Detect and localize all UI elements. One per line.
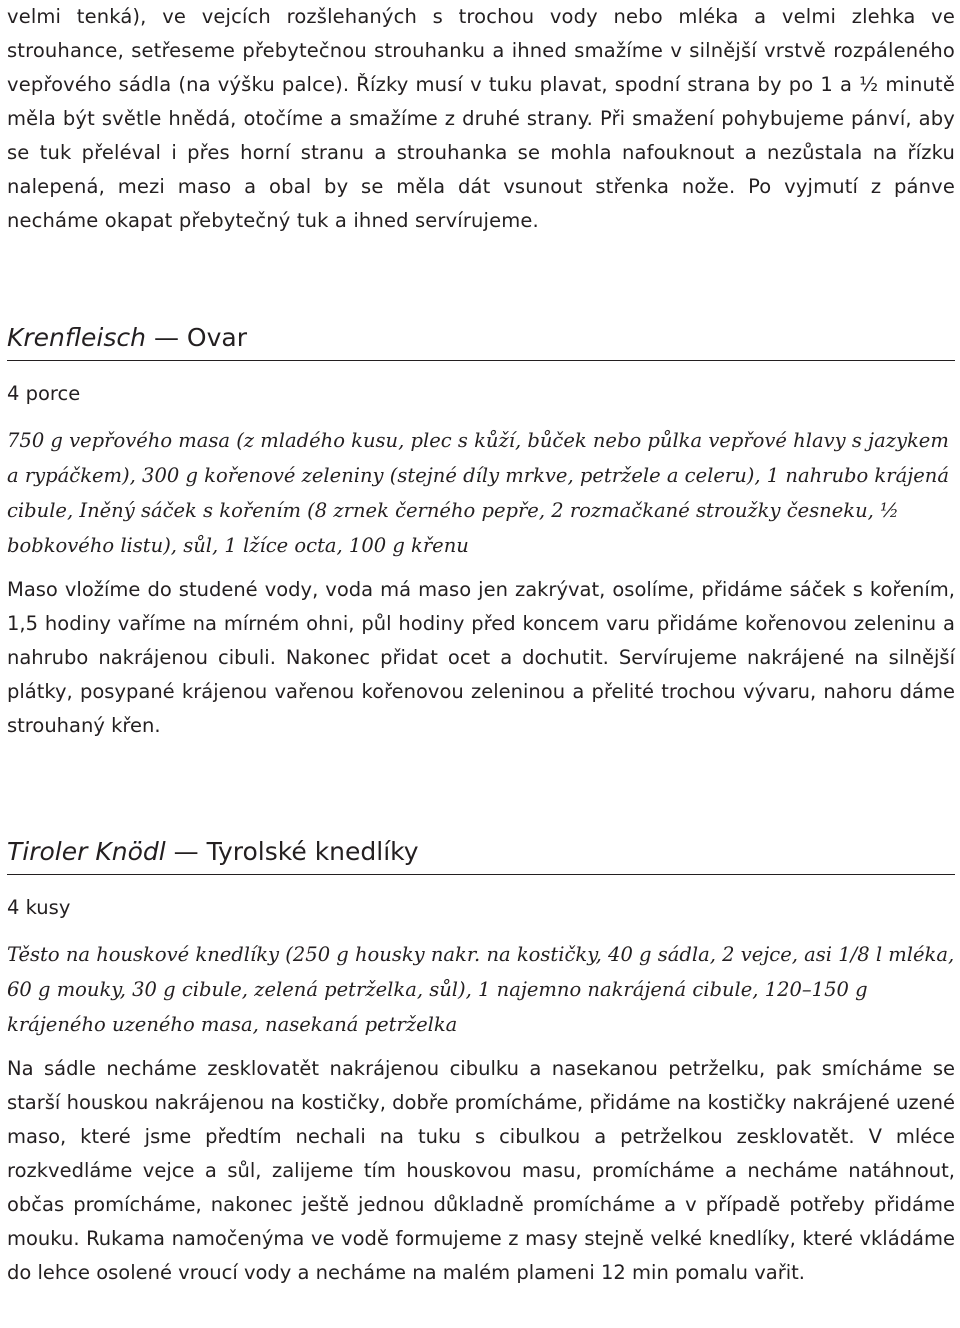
- recipe-title-czech: Ovar: [186, 323, 247, 352]
- recipe-tiroler-knodl: [7, 836, 955, 1290]
- recipe-portions: 4 kusy: [7, 896, 71, 919]
- title-dash: —: [146, 323, 187, 352]
- recipe-portions: 4 porce: [7, 382, 81, 405]
- recipe-title: [7, 836, 955, 875]
- recipe-title: [7, 322, 955, 361]
- recipe-ingredients: Těsto na houskové knedlíky (250 g housky nakr. na kostičky, 40 g sádla, 2 vejce, asi 1/8 l mléka, 60 g mouky, 30 g cibule, zelená petrželka, sůl), 1 najemno nakrájená cibule, 120–150 g krájeného uzeného masa, nasekaná petrželka: [7, 943, 955, 1036]
- recipe-method: Maso vložíme do studené vody, voda má maso jen zakrývat, osolíme, přidáme sáček s kořením, 1,5 hodiny vaříme na mírném ohni, půl hodiny před koncem varu přidáme kořenovou zeleninu a nahrubo nakrájenou cibuli. Nakonec přidat ocet a dochutit. Servírujeme nakrájené na silnější plátky, posypané krájenou vařenou kořenovou zeleninou a přelité trochou vývaru, nahoru dáme strouhaný křen.: [7, 578, 955, 737]
- recipe-krenfleisch: [7, 322, 955, 743]
- recipe-title-czech: Tyrolské knedlíky: [206, 837, 419, 866]
- title-dash: —: [165, 837, 207, 866]
- recipe-method: Na sádle necháme zesklovatět nakrájenou cibulku a nasekanou petrželku, pak smícháme se starší houskou nakrájenou na kostičky, dobře promícháme, přidáme na kostičky nakrájené uzené maso, které jsme předtím nechali na tuku s cibulkou a petrželkou zesklovatět. V mléce rozkvedláme vejce a sůl, zalijeme tím houskovou masu, promícháme a necháme natáhnout, občas promícháme, nakonec ještě jednou důkladně promícháme a v případě potřeby přidáme mouku. Rukama namočenýma ve vodě formujeme z masy stejně velké knedlíky, které vkládáme do lehce osolené vroucí vody a necháme na malém plameni 12 min pomalu vařit.: [7, 1057, 955, 1284]
- recipe-title-german: Krenfleisch: [7, 323, 146, 352]
- intro-paragraph: velmi tenká), ve vejcích rozšlehaných s trochou vody nebo mléka a velmi zlehka ve strouhance, setřeseme přebytečnou strouhanku a ihned smažíme v silnější vrstvě rozpáleného vepřového sádla (na výšku palce). Řízky musí v tuku plavat, spodní strana by po 1 a ½ minutě měla být světle hnědá, otočíme a smažíme z druhé strany. Při smažení pohybujeme pánví, aby se tuk přeléval i přes horní stranu a strouhanka se mohla nafouknout a nezůstala na řízku nalepená, mezi maso a obal by se měla dát vsunout střenka nože. Po vyjmutí z pánve necháme okapat přebytečný tuk a ihned servírujeme.: [7, 5, 955, 232]
- recipe-title-german: Tiroler Knödl: [7, 837, 166, 866]
- recipe-ingredients: 750 g vepřového masa (z mladého kusu, plec s kůží, bůček nebo půlka vepřové hlavy s jazykem a rypáčkem), 300 g kořenové zeleniny (stejné díly mrkve, petržele a celeru), 1 nahrubo krájená cibule, Iněný sáček s kořením (8 zrnek černého pepře, 2 rozmačkané stroužky česneku, ½ bobkového listu), sůl, 1 lžíce octa, 100 g křenu: [7, 429, 949, 557]
